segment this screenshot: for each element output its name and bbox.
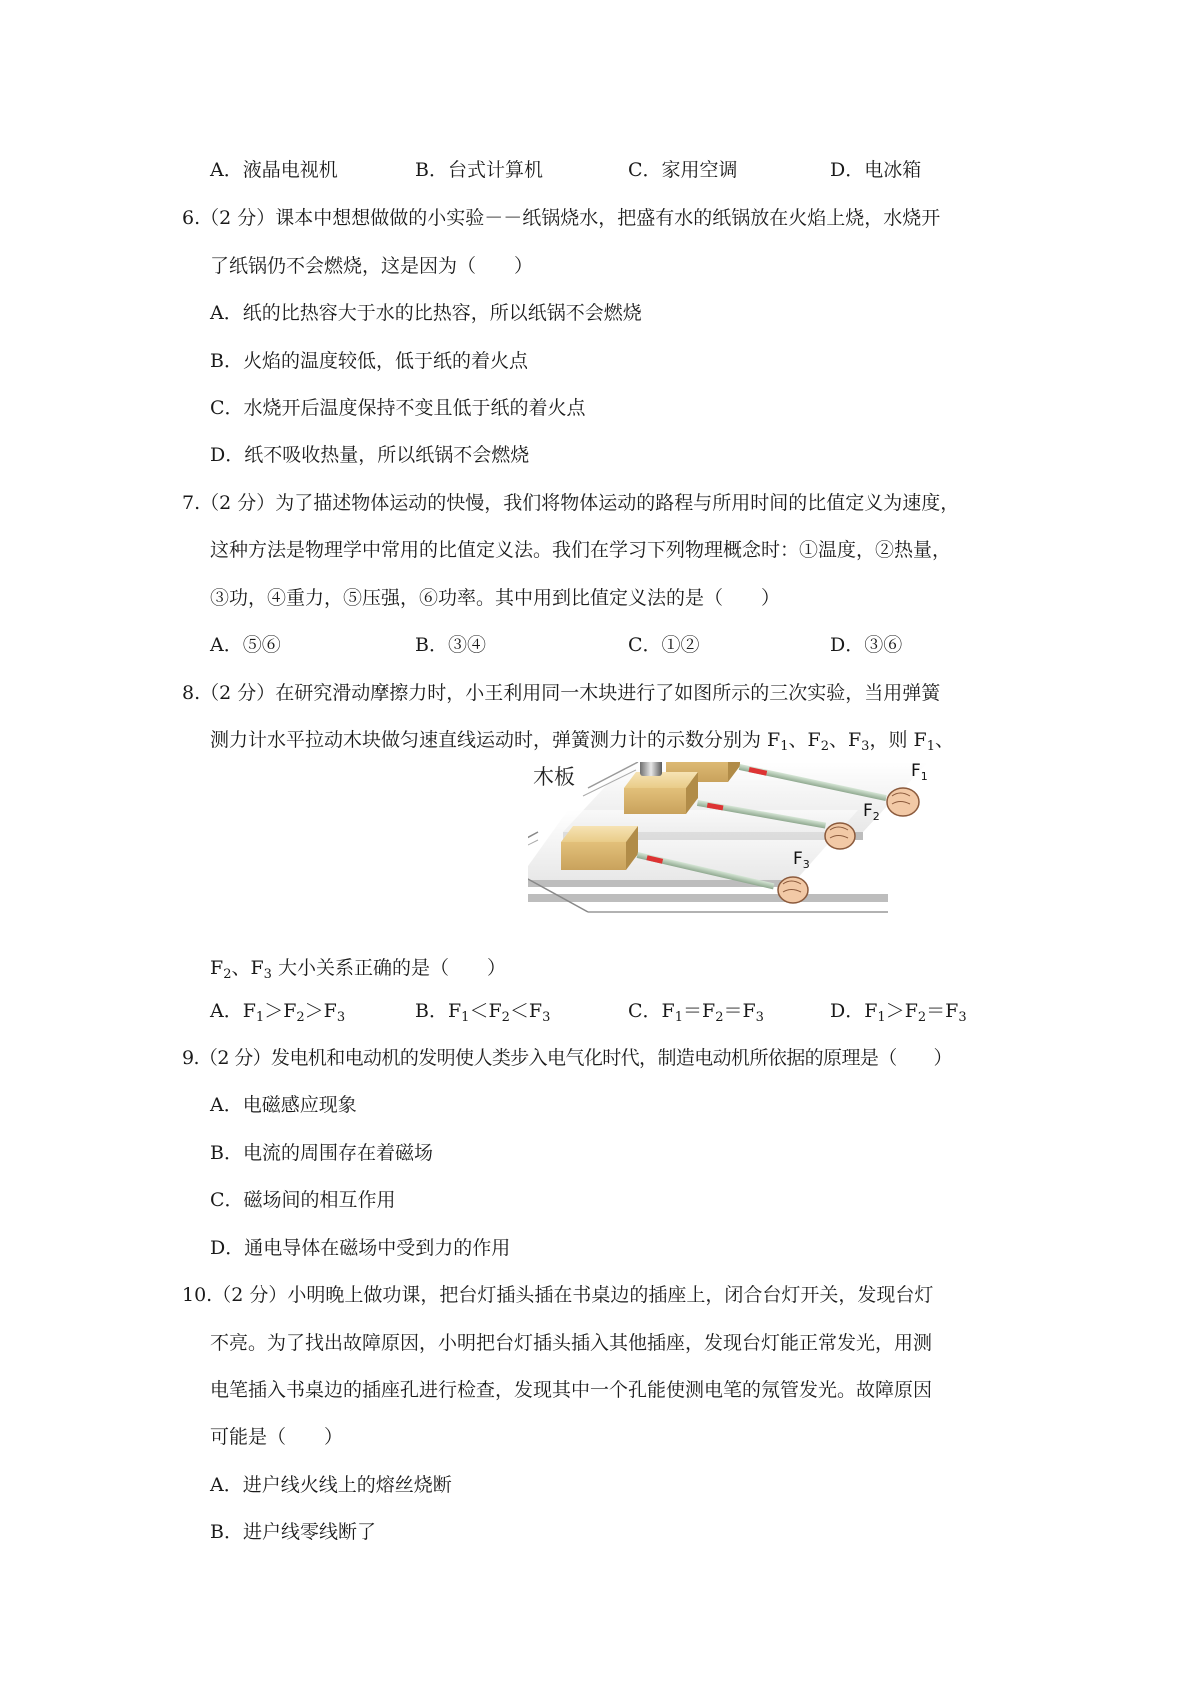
q5-option-d: D．电冰箱 [830, 159, 922, 181]
q9-stem-line-1: 9.（2 分）发电机和电动机的发明使人类步入电气化时代，制造电动机所依据的原理是（ ） [182, 1047, 952, 1069]
q6-stem-line-2: 了纸锅仍不会燃烧，这是因为（ ） [210, 255, 534, 277]
q10-stem-line-4: 可能是（ ） [210, 1426, 344, 1448]
q6-option-a: A．纸的比热容大于水的比热容，所以纸锅不会燃烧 [210, 302, 642, 324]
label-board-bottom: 木板 [533, 765, 575, 789]
q8-stem-line-3: $F_2$、$F_3$ 大小关系正确的是（ ） [210, 957, 506, 982]
hand-1-icon [887, 788, 919, 816]
q10-option-b: B．进户线零线断了 [210, 1521, 376, 1543]
q7-option-b: B．③④ [415, 634, 486, 656]
q5-option-b: B．台式计算机 [415, 159, 543, 181]
q8-stem-line-1: 8.（2 分）在研究滑动摩擦力时，小王利用同一木块进行了如图所示的三次实验，当用弹簧 [182, 682, 941, 704]
hand-3-icon [778, 877, 808, 903]
q7-stem-line-2: 这种方法是物理学中常用的比值定义法。我们在学习下列物理概念时：①温度，②热量， [210, 539, 952, 561]
q9-option-d: D．通电导体在磁场中受到力的作用 [210, 1237, 511, 1259]
q7-option-c: C．①② [628, 634, 700, 656]
q6-stem-line-1: 6.（2 分）课本中想想做做的小实验－－纸锅烧水，把盛有水的纸锅放在火焰上烧，水烧开 [182, 207, 941, 229]
q8-stem-line-2: 测力计水平拉动木块做匀速直线运动时，弹簧测力计的示数分别为 $F_1$、$F_2$、$F_3$，则 $F_1$、 [210, 729, 954, 754]
block-3 [561, 826, 638, 870]
q9-option-b: B．电流的周围存在着磁场 [210, 1142, 433, 1164]
q7-stem-line-3: ③功，④重力，⑤压强，⑥功率。其中用到比值定义法的是（ ） [210, 587, 781, 609]
q6-option-b: B．火焰的温度较低，低于纸的着火点 [210, 350, 528, 372]
q8-option-a: A．$F_1>F_2>F_3$ [210, 1000, 346, 1025]
q8-option-d: D．$F_1>F_2=F_3$ [830, 1000, 967, 1025]
q6-option-d: D．纸不吸收热量，所以纸锅不会燃烧 [210, 444, 530, 466]
hand-2-icon [825, 823, 855, 849]
q9-option-a: A．电磁感应现象 [210, 1094, 357, 1116]
q6-option-c: C．水烧开后温度保持不变且低于纸的着火点 [210, 397, 586, 419]
q7-stem-line-1: 7.（2 分）为了描述物体运动的快慢，我们将物体运动的路程与所用时间的比值定义为速度， [182, 492, 960, 514]
q7-option-d: D．③⑥ [830, 634, 903, 656]
force-label-f2: $F_2$ [863, 801, 880, 823]
force-label-f3: $F_3$ [793, 849, 810, 871]
friction-experiment-figure [528, 762, 958, 972]
q10-option-a: A．进户线火线上的熔丝烧断 [210, 1474, 452, 1496]
q10-stem-line-2: 不亮。为了找出故障原因，小明把台灯插头插入其他插座，发现台灯能正常发光，用测 [210, 1332, 933, 1354]
q8-option-b: B．$F_1<F_2<F_3$ [415, 1000, 551, 1025]
q5-option-a: A．液晶电视机 [210, 159, 338, 181]
q9-option-c: C．磁场间的相互作用 [210, 1189, 396, 1211]
q10-stem-line-1: 10.（2 分）小明晚上做功课，把台灯插头插在书桌边的插座上，闭合台灯开关，发现台灯 [182, 1284, 934, 1306]
force-label-f1: $F_1$ [911, 762, 928, 783]
q7-option-a: A．⑤⑥ [210, 634, 281, 656]
q10-stem-line-3: 电笔插入书桌边的插座孔进行检查，发现其中一个孔能使测电笔的氖管发光。故障原因 [210, 1379, 933, 1401]
q8-option-c: C．$F_1=F_2=F_3$ [628, 1000, 764, 1025]
q5-option-c: C．家用空调 [628, 159, 738, 181]
